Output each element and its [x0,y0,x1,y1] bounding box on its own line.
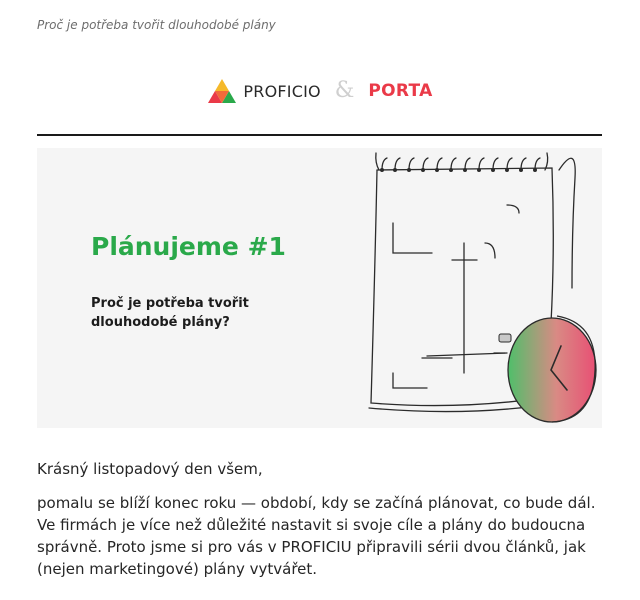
hero-banner[interactable] [37,148,602,428]
banner-title: Plánujeme #1 [91,232,286,261]
proficio-logo-icon [207,78,237,104]
email-body [37,458,607,592]
greeting-text: Krásný listopadový den všem, [37,460,263,478]
header-divider [37,134,602,136]
preheader-text: Proč je potřeba tvořit dlouhodobé plány [37,18,276,32]
intro-paragraph: pomalu se blíží konec roku — období, kdy se začíná plánovat, co bude dál. Ve firmách je více než důležité nastavit si svoje cíle a plány do budoucna správně. Proto jsme si pro vás v PROFICIU připravili sérii dvou článků, jak (nejen marketingové) plány vytvářet. [37,494,596,578]
ampersand-separator: & [334,78,355,103]
logo-row [0,76,640,106]
planner-clock-illustration [37,148,602,428]
banner-subtitle: Proč je potřeba tvořit dlouhodobé plány? [91,296,249,330]
porta-logo-text[interactable]: PORTA [368,81,433,101]
proficio-logo-text[interactable]: PROFICIO [243,81,321,101]
